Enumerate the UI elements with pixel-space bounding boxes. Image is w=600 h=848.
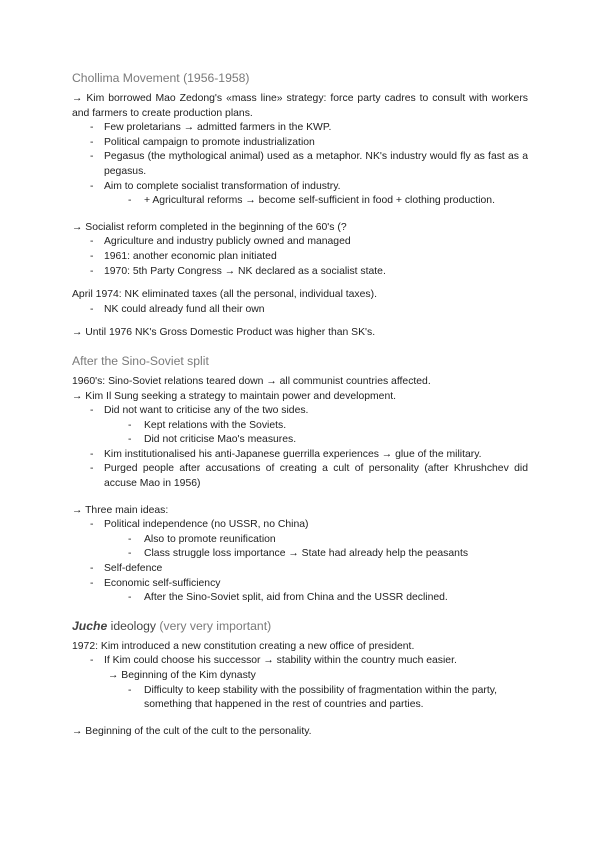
- document-page: [72, 70, 528, 739]
- list-item: - Kept relations with the Soviets.: [128, 419, 287, 431]
- list-item: - NK could already fund all their own: [90, 303, 265, 315]
- list-item: - Class struggle loss importance → State had already help the peasants: [128, 548, 469, 560]
- list-item: - Aim to complete socialist transformation of industry.: [90, 180, 341, 192]
- list-item: - Political independence (no USSR, no China): [90, 519, 309, 531]
- ideas-bullets: [72, 518, 528, 606]
- reform-intro: → Socialist reform completed in the beginning of the 60's (?: [72, 221, 347, 233]
- list-item: - Agriculture and industry publicly owned and managed: [90, 236, 351, 248]
- list-item: - + Agricultural reforms → become self-sufficient in food + clothing production.: [128, 195, 495, 207]
- list-item: - Did not want to criticise any of the two sides.: [90, 405, 309, 417]
- list-item: → Beginning of the Kim dynasty: [108, 670, 256, 681]
- juche-line1: 1972: Kim introduced a new constitution creating a new office of president.: [72, 640, 415, 652]
- list-item: - Pegasus (the mythological animal) used as a metaphor. NK's industry would fly as fast as a pegasus.: [90, 151, 528, 177]
- list-item: - After the Sino-Soviet split, aid from China and the USSR declined.: [128, 592, 448, 604]
- list-item: - If Kim could choose his successor → stability within the country much easier.: [90, 655, 457, 667]
- gdp-line: → Until 1976 NK's Gross Domestic Product was higher than SK's.: [72, 327, 376, 339]
- heading-juche: [72, 618, 528, 634]
- list-item: - 1961: another economic plan initiated: [90, 250, 277, 262]
- taxes-bullets: [72, 303, 528, 318]
- taxes-line: April 1974: NK eliminated taxes (all the personal, individual taxes).: [72, 289, 377, 301]
- heading-juche-note: (very very important): [156, 618, 272, 633]
- heading-juche-plain: ideology: [107, 618, 157, 633]
- cult-line: → Beginning of the cult of the cult to the personality.: [72, 725, 312, 737]
- list-item: - 1970: 5th Party Congress → NK declared as a socialist state.: [90, 265, 386, 277]
- chollima-intro: → Kim borrowed Mao Zedong's «mass line» strategy: force party cadres to consult with workers and farmers to create production plans.: [72, 93, 528, 119]
- list-item: - Self-defence: [90, 563, 163, 575]
- split-line2: → Kim Il Sung seeking a strategy to maintain power and development.: [72, 390, 397, 402]
- list-item: - Kim institutionalised his anti-Japanese guerrilla experiences → glue of the military.: [90, 448, 482, 460]
- heading-juche-strong: Juche: [72, 618, 108, 633]
- ideas-intro: → Three main ideas:: [72, 504, 169, 516]
- reform-bullets: [72, 235, 528, 279]
- list-item: - Few proletarians → admitted farmers in the KWP.: [90, 122, 332, 134]
- list-item: - Political campaign to promote industrialization: [90, 136, 315, 148]
- heading-split: After the Sino-Soviet split: [72, 353, 209, 368]
- split-bullets: [72, 404, 528, 492]
- chollima-bullets: [72, 121, 528, 209]
- heading-chollima: Chollima Movement (1956-1958): [72, 71, 250, 85]
- juche-bullets: [72, 654, 528, 712]
- list-item: - Economic self-sufficiency: [90, 577, 221, 589]
- list-item: - Difficulty to keep stability with the possibility of fragmentation within the party, something that happened in the rest of countries and parties.: [128, 684, 498, 711]
- split-line1: 1960's: Sino-Soviet relations teared down → all communist countries affected.: [72, 375, 431, 387]
- list-item: - Did not criticise Mao's measures.: [128, 434, 297, 446]
- list-item: - Also to promote reunification: [128, 533, 276, 545]
- list-item: - Purged people after accusations of creating a cult of personality (after Khrushchev did accuse Mao in 1956): [90, 463, 528, 490]
